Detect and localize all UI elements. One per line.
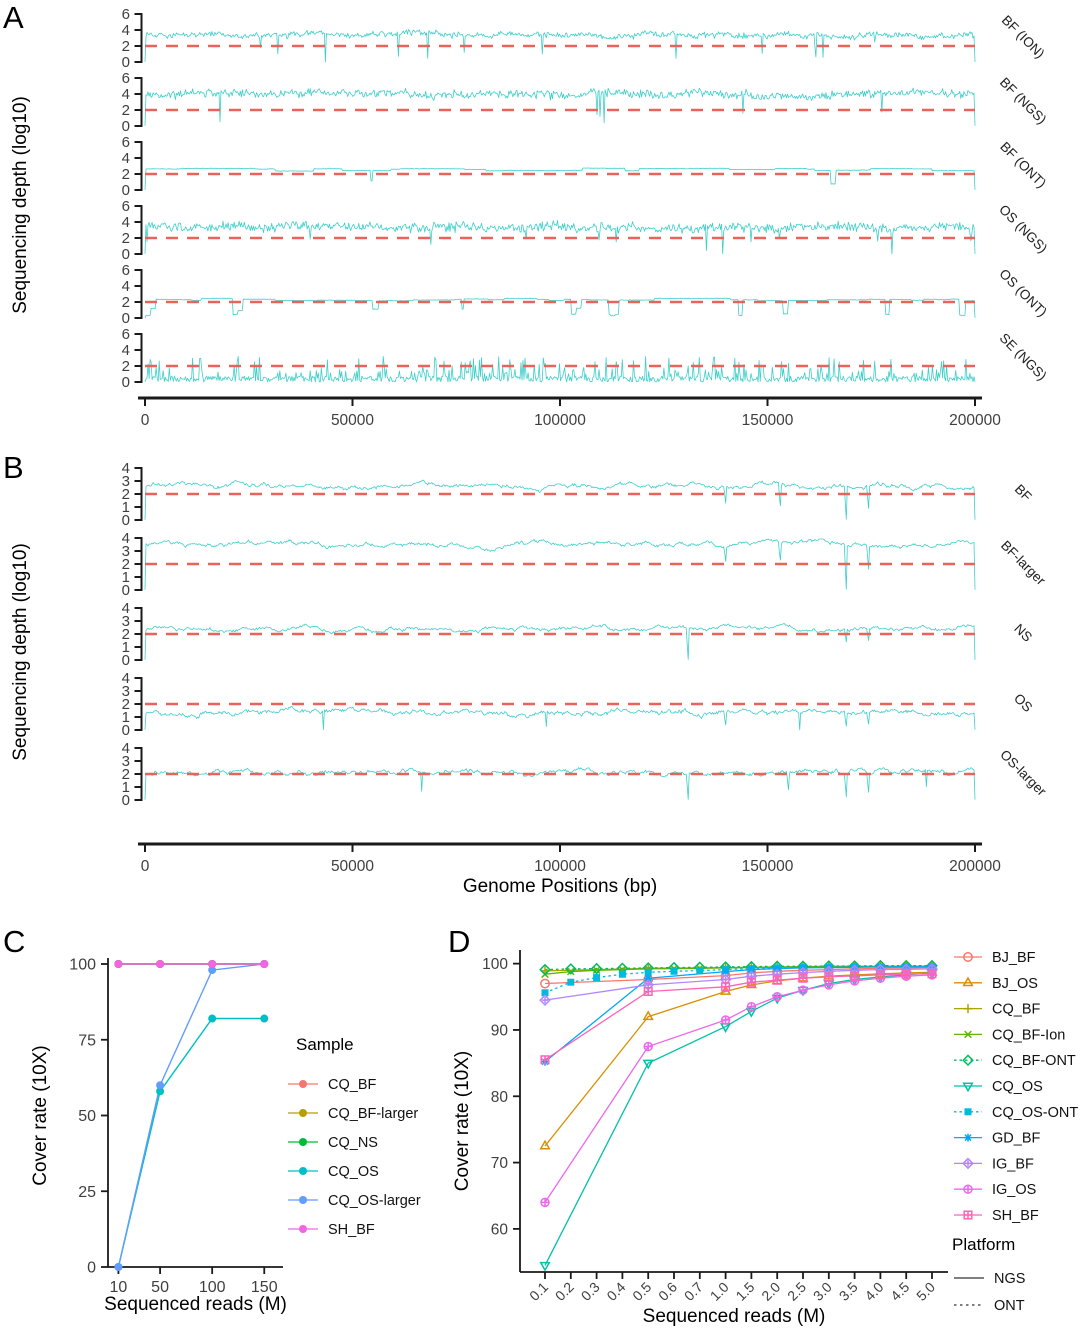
y-tick-label: 4 — [121, 214, 130, 231]
panel-d-cover-rate-chart — [430, 902, 1080, 1331]
marker-circle — [299, 1167, 307, 1175]
x-tick-label: 100000 — [534, 412, 586, 429]
x-tick-label: 50000 — [330, 412, 375, 429]
y-tick-label: 3 — [121, 543, 130, 560]
legend-label-CQ_OS: CQ_OS — [328, 1164, 379, 1180]
panel-b-genome-depth-chart — [0, 452, 1080, 902]
series-line-CQ_OS — [118, 1019, 264, 1268]
y-tick-label: 2 — [121, 166, 130, 183]
marker-circle — [260, 960, 268, 968]
strip-label: OS — [1010, 690, 1036, 716]
y-tick-label: 4 — [121, 600, 130, 617]
marker-circle — [208, 1015, 216, 1023]
marker-circle — [299, 1080, 307, 1088]
x-tick-label: 0.7 — [680, 1278, 706, 1304]
y-tick-label: 60 — [490, 1221, 508, 1239]
strip-label: OS (NGS) — [996, 201, 1051, 256]
y-tick-label: 1 — [121, 639, 130, 656]
marker-asterisk — [964, 1134, 972, 1142]
marker-plus — [964, 1004, 973, 1013]
y-tick-label: 1 — [121, 709, 130, 726]
marker-square — [696, 967, 703, 974]
legend-label-BJ_OS: BJ_OS — [992, 975, 1038, 992]
y-tick-label: 4 — [121, 150, 130, 167]
y-tick-label: 4 — [121, 670, 130, 687]
y-tick-label: 2 — [121, 696, 130, 713]
y-tick-label: 6 — [121, 134, 130, 151]
marker-circle-filled — [114, 1263, 122, 1271]
y-axis-title: Cover rate (10X) — [452, 1050, 473, 1192]
y-tick-label: 100 — [482, 956, 508, 974]
marker-circle-filled — [114, 960, 122, 968]
x-tick-label: 5.0 — [913, 1278, 939, 1304]
marker-circle-plus — [964, 1185, 972, 1193]
panel-b-label: B — [3, 450, 24, 485]
legend-label-IG_OS: IG_OS — [992, 1182, 1037, 1199]
x-tick-label: 2.5 — [784, 1278, 810, 1304]
x-axis-title: Sequenced reads (M) — [642, 1306, 826, 1327]
y-tick-label: 2 — [121, 294, 130, 311]
x-axis-title: Genome Positions (bp) — [462, 876, 658, 897]
y-tick-label: 3 — [121, 683, 130, 700]
marker-path — [644, 988, 652, 996]
y-tick-label: 80 — [490, 1088, 508, 1106]
marker-circle-filled — [299, 1196, 307, 1204]
y-tick-label: 6 — [121, 262, 130, 279]
x-axis-title: Sequenced reads (M) — [104, 1294, 287, 1315]
y-tick-label: 70 — [490, 1155, 508, 1173]
series-line-SH_BF — [545, 974, 932, 1060]
strip-label: OS (ONT) — [996, 266, 1050, 320]
y-tick-label: 3 — [121, 613, 130, 630]
legend-label-CQ_OS-ONT: CQ_OS-ONT — [992, 1104, 1079, 1121]
y-tick-label: 0 — [121, 54, 130, 71]
marker-square — [567, 979, 574, 986]
marker-circle-filled — [156, 960, 164, 968]
y-tick-label: 0 — [121, 310, 130, 327]
legend-label-BJ_BF: BJ_BF — [992, 950, 1036, 966]
marker-square-filled — [619, 971, 626, 978]
y-tick-label: 6 — [121, 326, 130, 343]
depth-trace-BF-larger — [145, 539, 975, 590]
panel-a-genome-depth-chart — [0, 0, 1080, 452]
y-tick-label: 2 — [121, 626, 130, 643]
y-axis-title: Sequencing depth (log10) — [10, 96, 31, 314]
legend-label-CQ_OS-larger: CQ_OS-larger — [328, 1193, 421, 1209]
y-tick-label: 2 — [121, 102, 130, 119]
x-tick-label: 1.5 — [732, 1278, 758, 1304]
y-tick-label: 4 — [121, 530, 130, 547]
y-tick-label: 25 — [78, 1183, 96, 1201]
legend-label-CQ_BF-ONT: CQ_BF-ONT — [992, 1053, 1076, 1070]
y-tick-label: 6 — [121, 198, 130, 215]
x-tick-label: 100 — [198, 1279, 226, 1296]
depth-trace-OS (ONT) — [145, 298, 975, 318]
marker-circle — [260, 1015, 268, 1023]
marker-circle — [299, 1196, 307, 1204]
marker-square — [619, 971, 626, 978]
strip-label: OS-larger — [997, 746, 1050, 799]
y-tick-label: 100 — [69, 956, 96, 974]
legend-label-CQ_NS: CQ_NS — [328, 1135, 378, 1151]
marker-circle — [156, 960, 164, 968]
x-tick-label: 0.3 — [577, 1278, 603, 1304]
x-tick-label: 0 — [140, 412, 150, 429]
y-tick-label: 0 — [121, 652, 130, 669]
marker-square-filled — [696, 967, 703, 974]
legend-label-CQ_BF-larger: CQ_BF-larger — [328, 1106, 419, 1122]
marker-triangle-down-open — [721, 1024, 730, 1032]
y-tick-label: 0 — [121, 512, 130, 529]
strip-label: SE (NGS) — [996, 330, 1050, 384]
marker-circle-plus — [541, 1198, 549, 1206]
y-tick-label: 0 — [121, 246, 130, 263]
legend-label-CQ_BF: CQ_BF — [992, 1001, 1041, 1018]
legend-label-IG_BF: IG_BF — [992, 1156, 1034, 1173]
marker-triangle-open — [644, 1012, 653, 1020]
marker-square-filled — [965, 1108, 972, 1115]
legend-label-SH_BF: SH_BF — [328, 1222, 375, 1238]
x-tick-label: 3.0 — [809, 1278, 835, 1304]
marker-circle — [299, 1225, 307, 1233]
x-tick-label: 0.1 — [526, 1278, 552, 1304]
y-tick-label: 6 — [121, 70, 130, 87]
marker-square-plus — [644, 988, 652, 996]
x-tick-label: 4.5 — [887, 1278, 913, 1304]
x-tick-label: 3.5 — [835, 1278, 861, 1304]
marker-path — [964, 1004, 973, 1013]
marker-circle-filled — [299, 1080, 307, 1088]
y-tick-label: 3 — [121, 473, 130, 490]
marker-circle — [156, 1081, 164, 1089]
y-tick-label: 2 — [121, 766, 130, 783]
depth-trace-NS — [145, 624, 975, 660]
marker-circle-filled — [299, 1138, 307, 1146]
x-tick-label: 150 — [250, 1279, 278, 1296]
marker-circle-filled — [208, 960, 216, 968]
marker-path — [964, 1211, 972, 1219]
series-line-CQ_OS-larger — [118, 964, 264, 1267]
y-tick-label: 0 — [87, 1259, 96, 1277]
platform-label-NGS: NGS — [994, 1271, 1026, 1287]
x-tick-label: 0.5 — [629, 1278, 655, 1304]
depth-trace-BF — [145, 480, 975, 520]
panel-c-label: C — [3, 924, 26, 959]
y-tick-label: 2 — [121, 358, 130, 375]
panel-a-label: A — [3, 0, 24, 35]
y-tick-label: 2 — [121, 556, 130, 573]
marker-path — [964, 978, 973, 986]
marker-circle-plus — [644, 1043, 652, 1051]
series-line-CQ_OS — [545, 973, 932, 1266]
y-tick-label: 0 — [121, 722, 130, 739]
marker-triangle-open — [964, 978, 973, 986]
y-tick-label: 1 — [121, 499, 130, 516]
x-tick-label: 150000 — [741, 858, 794, 875]
legend-label-GD_BF: GD_BF — [992, 1130, 1041, 1147]
y-tick-label: 50 — [78, 1108, 96, 1125]
x-tick-label: 1.0 — [706, 1278, 732, 1304]
y-tick-label: 0 — [121, 182, 130, 199]
marker-circle-plus — [773, 993, 781, 1001]
y-tick-label: 2 — [121, 38, 130, 55]
x-tick-label: 10 — [109, 1279, 128, 1296]
marker-circle-filled — [299, 1109, 307, 1117]
marker-circle-filled — [299, 1225, 307, 1233]
x-tick-label: 200000 — [949, 412, 1001, 429]
marker-path — [644, 1012, 653, 1020]
marker-circle-filled — [260, 1015, 268, 1023]
marker-circle-plus — [825, 981, 833, 989]
y-tick-label: 2 — [121, 486, 130, 503]
x-tick-label: 0.6 — [655, 1278, 681, 1304]
marker-circle-filled — [156, 1081, 164, 1089]
y-tick-label: 0 — [121, 118, 130, 135]
marker-circle-filled — [299, 1167, 307, 1175]
y-tick-label: 4 — [121, 86, 130, 103]
y-tick-label: 4 — [121, 460, 130, 477]
y-tick-label: 1 — [121, 779, 130, 796]
marker-triangle-down-open — [964, 1083, 973, 1091]
marker-square-filled — [567, 979, 574, 986]
marker-circle — [208, 960, 216, 968]
marker-square-filled — [593, 974, 600, 981]
marker-square-filled — [671, 968, 678, 975]
depth-trace-BF (ION) — [145, 30, 975, 62]
strip-label: BF (ION) — [998, 12, 1048, 62]
legend-label-CQ_BF: CQ_BF — [328, 1077, 377, 1093]
marker-square — [593, 974, 600, 981]
y-tick-label: 0 — [121, 792, 130, 809]
strip-label: NS — [1011, 620, 1036, 645]
marker-circle — [299, 1109, 307, 1117]
y-tick-label: 75 — [78, 1032, 96, 1050]
depth-trace-SE (NGS) — [145, 356, 975, 381]
y-tick-label: 0 — [121, 374, 130, 391]
legend-label-CQ_BF-Ion: CQ_BF-Ion — [992, 1027, 1066, 1044]
x-tick-label: 50 — [151, 1279, 169, 1296]
marker-square-plus — [722, 983, 730, 991]
panel-d-label: D — [448, 924, 471, 959]
y-tick-label: 4 — [121, 342, 130, 359]
marker-square-plus — [964, 1211, 972, 1219]
depth-trace-OS — [145, 706, 975, 729]
legend-label-CQ_OS: CQ_OS — [992, 1079, 1043, 1095]
x-tick-label: 0.2 — [551, 1278, 577, 1304]
marker-circle-plus — [799, 986, 807, 994]
y-tick-label: 4 — [121, 740, 130, 757]
y-tick-label: 0 — [121, 582, 130, 599]
marker-circle-filled — [260, 960, 268, 968]
strip-label: BF (NGS) — [996, 74, 1050, 128]
x-tick-label: 50000 — [330, 858, 375, 875]
panel-c-cover-rate-chart — [0, 902, 430, 1331]
x-tick-label: 0.4 — [603, 1278, 629, 1304]
marker-path — [964, 1083, 973, 1091]
marker-circle — [299, 1138, 307, 1146]
x-tick-label: 150000 — [741, 412, 794, 429]
x-tick-label: 2.0 — [758, 1278, 784, 1304]
marker-square — [671, 968, 678, 975]
y-axis-title: Sequencing depth (log10) — [10, 543, 31, 761]
x-tick-label: 200000 — [949, 858, 1001, 875]
y-tick-label: 2 — [121, 230, 130, 247]
strip-label: BF-larger — [997, 537, 1049, 589]
marker-square — [965, 1108, 972, 1115]
marker-path — [541, 1263, 550, 1271]
marker-circle-plus — [722, 1016, 730, 1024]
x-tick-label: 0 — [140, 858, 150, 875]
y-tick-label: 1 — [121, 569, 130, 586]
strip-label: BF — [1011, 481, 1035, 505]
legend-title: Sample — [296, 1035, 354, 1054]
y-tick-label: 4 — [121, 278, 130, 295]
y-tick-label: 6 — [121, 6, 130, 23]
marker-path — [964, 1134, 972, 1142]
depth-trace-BF (ONT) — [145, 168, 975, 190]
marker-triangle-down-open — [541, 1263, 550, 1271]
marker-circle-filled — [208, 1015, 216, 1023]
marker-path — [721, 1024, 730, 1032]
platform-legend-title: Platform — [952, 1235, 1016, 1254]
marker-circle — [114, 1263, 122, 1271]
y-tick-label: 3 — [121, 753, 130, 770]
platform-label-ONT: ONT — [994, 1298, 1025, 1314]
y-axis-title: Cover rate (10X) — [30, 1045, 51, 1186]
depth-trace-OS (NGS) — [145, 220, 975, 253]
series-line-IG_OS — [545, 975, 932, 1203]
y-tick-label: 90 — [490, 1022, 508, 1040]
depth-trace-OS-larger — [145, 768, 975, 800]
marker-circle — [114, 960, 122, 968]
y-tick-label: 4 — [121, 22, 130, 39]
marker-circle-plus — [747, 1003, 755, 1011]
series-line-BJ_OS — [545, 972, 932, 1146]
strip-label: BF (ONT) — [997, 138, 1050, 191]
depth-trace-BF (NGS) — [145, 88, 975, 126]
x-tick-label: 100000 — [534, 858, 586, 875]
legend-label-SH_BF: SH_BF — [992, 1208, 1039, 1224]
x-tick-label: 4.0 — [861, 1278, 887, 1304]
marker-path — [722, 983, 730, 991]
